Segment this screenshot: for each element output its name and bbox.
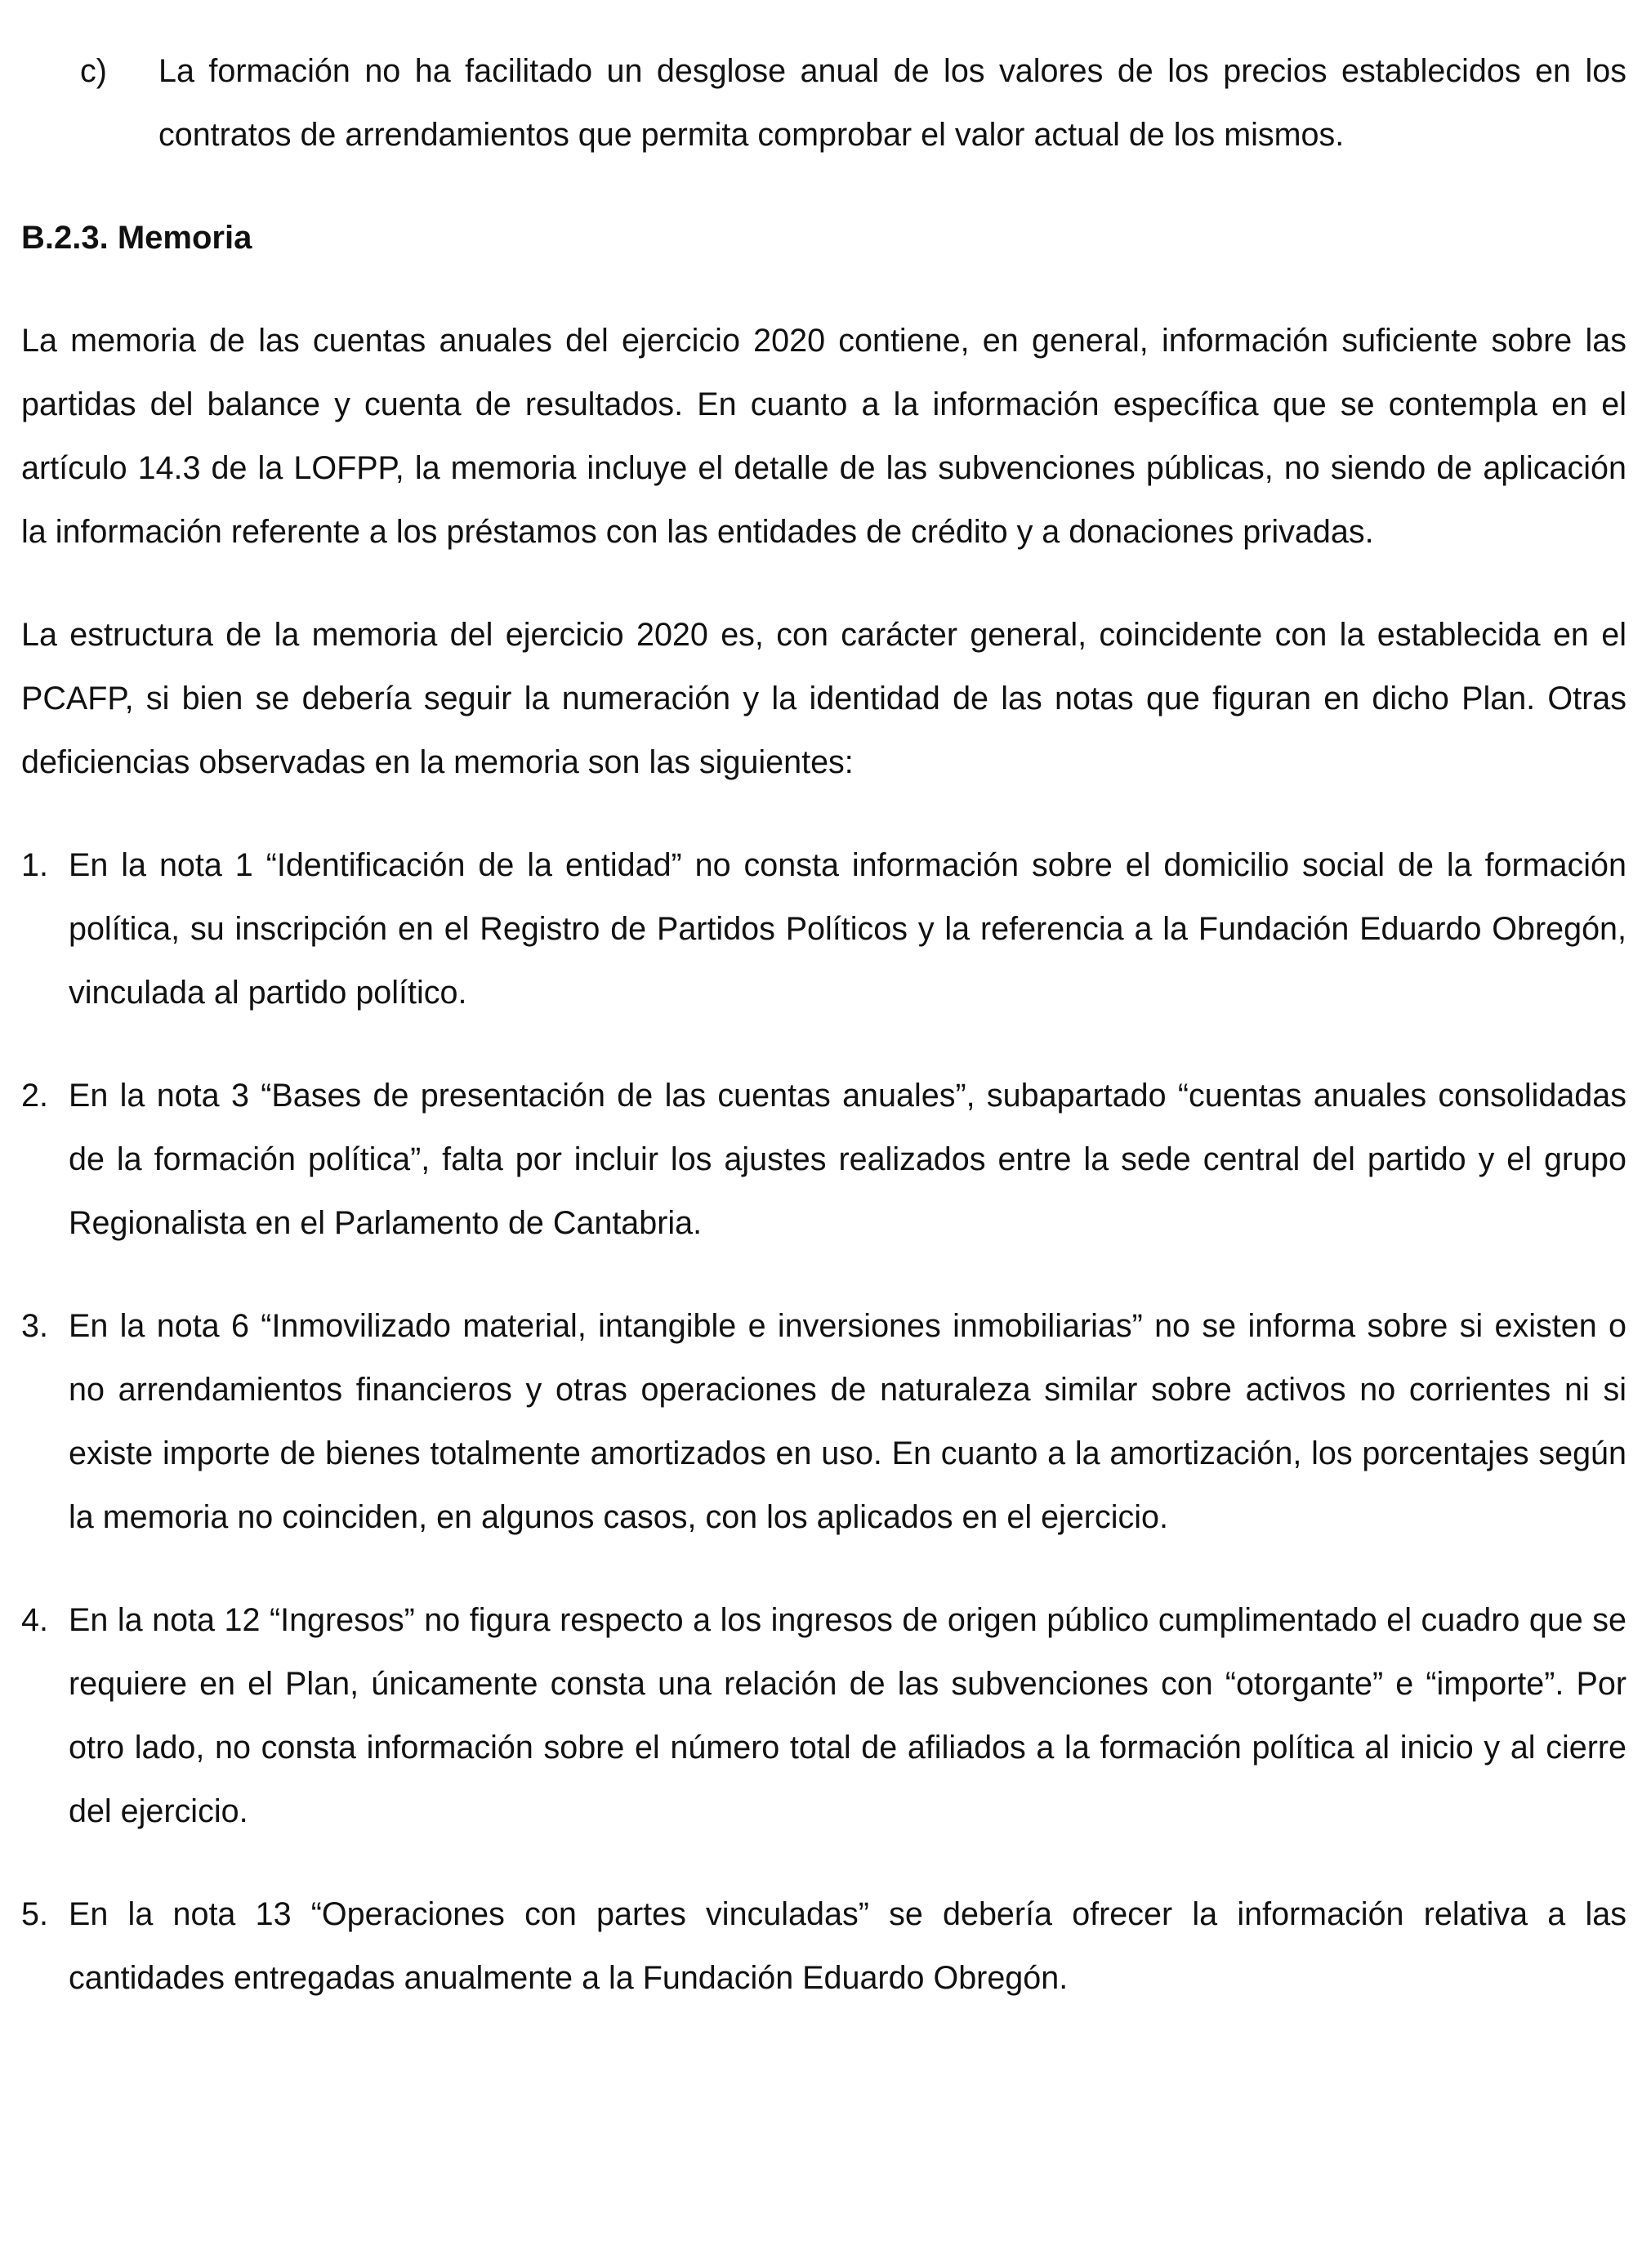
list-item-2 [21,1064,1626,1255]
list-item-text: En la nota 6 “Inmovilizado material, intangible e inversiones inmobiliarias” no se informa sobre si existen o no arrendamientos financieros y otras operaciones de naturaleza similar sobre activos no corrientes ni si existe importe de bienes totalmente amortizados en uso. En cuanto a la amortización, los porcentajes según la memoria no coinciden, en algunos casos, con los aplicados en el ejercicio. [69,1308,1626,1535]
list-item-text: En la nota 13 “Operaciones con partes vinculadas” se debería ofrecer la información relativa a las cantidades entregadas anualmente a la Fundación Eduardo Obregón. [69,1896,1626,1996]
list-item-text: En la nota 12 “Ingresos” no figura respecto a los ingresos de origen público cumplimentado el cuadro que se requiere en el Plan, únicamente consta una relación de las subvenciones con “otorgante” e “importe”. Por otro lado, no consta información sobre el número total de afiliados a la formación política al inicio y al cierre del ejercicio. [69,1602,1626,1829]
list-item-text: En la nota 1 “Identificación de la entidad” no consta información sobre el domicilio social de la formación política, su inscripción en el Registro de Partidos Políticos y la referencia a la Fundación Eduardo Obregón, vinculada al partido político. [69,847,1626,1011]
list-number: 2. [21,1078,48,1114]
list-item-1 [21,833,1626,1025]
list-item-text: En la nota 3 “Bases de presentación de las cuentas anuales”, subapartado “cuentas anuales consolidadas de la formación política”, falta por incluir los ajustes realizados entre la sede central del partido y el grupo Regionalista en el Parlamento de Cantabria. [69,1078,1626,1241]
list-number: 3. [21,1308,48,1344]
list-number: 1. [21,847,48,883]
list-item-5 [21,1882,1626,2010]
list-item-3 [21,1294,1626,1549]
list-marker: c) [80,53,107,89]
section-heading: B.2.3. Memoria [21,220,252,256]
paragraph-2: La estructura de la memoria del ejercicio 2020 es, con carácter general, coincidente con la establecida en el PCAFP, si bien se debería seguir la numeración y la identidad de las notas que figuran en dicho Plan. Otras deficiencias observadas en la memoria son las siguientes: [21,617,1626,780]
list-item-text: La formación no ha facilitado un desglose anual de los valores de los precios establecidos en los contratos de arrendamientos que permita comprobar el valor actual de los mismos. [158,53,1626,153]
list-item-c [80,39,1626,167]
list-item-4 [21,1588,1626,1843]
list-number: 5. [21,1896,48,1932]
list-number: 4. [21,1602,48,1638]
paragraph-1: La memoria de las cuentas anuales del ejercicio 2020 contiene, en general, información suficiente sobre las partidas del balance y cuenta de resultados. En cuanto a la información específica que se contempla en el artículo 14.3 de la LOFPP, la memoria incluye el detalle de las subvenciones públicas, no siendo de aplicación la información referente a los préstamos con las entidades de crédito y a donaciones privadas. [21,323,1626,550]
